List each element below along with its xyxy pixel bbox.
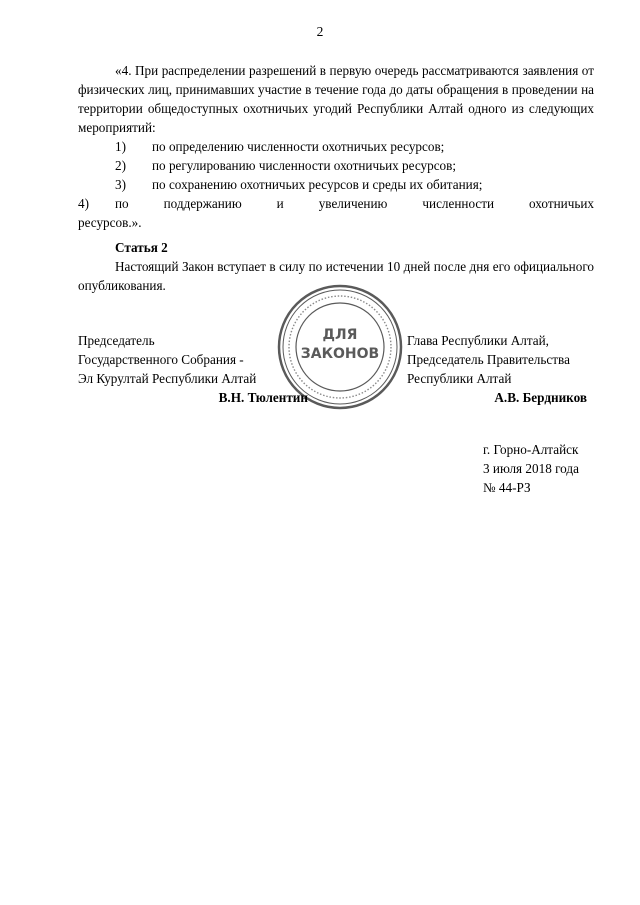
list-item-number: 1)	[115, 139, 126, 154]
list-item	[78, 156, 594, 175]
list-item	[78, 137, 594, 156]
article-text: Настоящий Закон вступает в силу по истечении 10 дней после дня его официального опубликования.	[78, 259, 594, 293]
document-body	[78, 61, 594, 295]
stamp-line2: ЗАКОНОВ	[300, 346, 380, 362]
signatures	[78, 331, 594, 411]
place-date-block	[483, 440, 623, 497]
signature-title-line: Эл Курултай Республики Алтай	[78, 371, 257, 386]
list-item-number: 3)	[115, 177, 126, 192]
signature-title-line: Глава Республики Алтай,	[407, 333, 549, 348]
law-number: № 44-РЗ	[483, 480, 531, 495]
signature-title-line: Республики Алтай	[407, 371, 512, 386]
page-number: 2	[316, 24, 324, 39]
list-item-number: 2)	[115, 158, 126, 173]
article-heading: Статья 2	[115, 240, 168, 255]
signatory-name: В.Н. Тюлентин	[218, 390, 308, 405]
place: г. Горно-Алтайск	[483, 442, 579, 457]
signature-title-line: Председатель	[78, 333, 155, 348]
signature-title-line: Государственного Собрания -	[78, 352, 244, 367]
list-item	[78, 175, 594, 194]
list-item-text-continuation: ресурсов.».	[78, 215, 142, 230]
signature-title-line: Председатель Правительства	[407, 352, 570, 367]
signature-right	[407, 331, 597, 407]
paragraph-amendment: «4. При распределении разрешений в первую очередь рассматриваются заявления от физических лиц, принимавших участие в течение года до даты обращения в проведении на территории общедоступных охотничьих угодий Республики Алтай одного из следующих мероприятий:	[78, 63, 594, 135]
stamp-line1: ДЛЯ	[322, 327, 358, 343]
list-item	[78, 194, 594, 232]
measures-list	[78, 137, 594, 232]
list-item-text: по поддержанию и увеличению численности охотничьих	[115, 196, 594, 211]
list-item-text: по сохранению охотничьих ресурсов и среды их обитания;	[152, 177, 483, 192]
list-item-number: 4)	[78, 196, 89, 211]
signature-left	[78, 331, 308, 407]
signatory-name: А.В. Бердников	[494, 390, 587, 405]
list-item-text: по регулированию численности охотничьих ресурсов;	[152, 158, 457, 173]
date: 3 июля 2018 года	[483, 461, 579, 476]
list-item-text: по определению численности охотничьих ресурсов;	[152, 139, 445, 154]
